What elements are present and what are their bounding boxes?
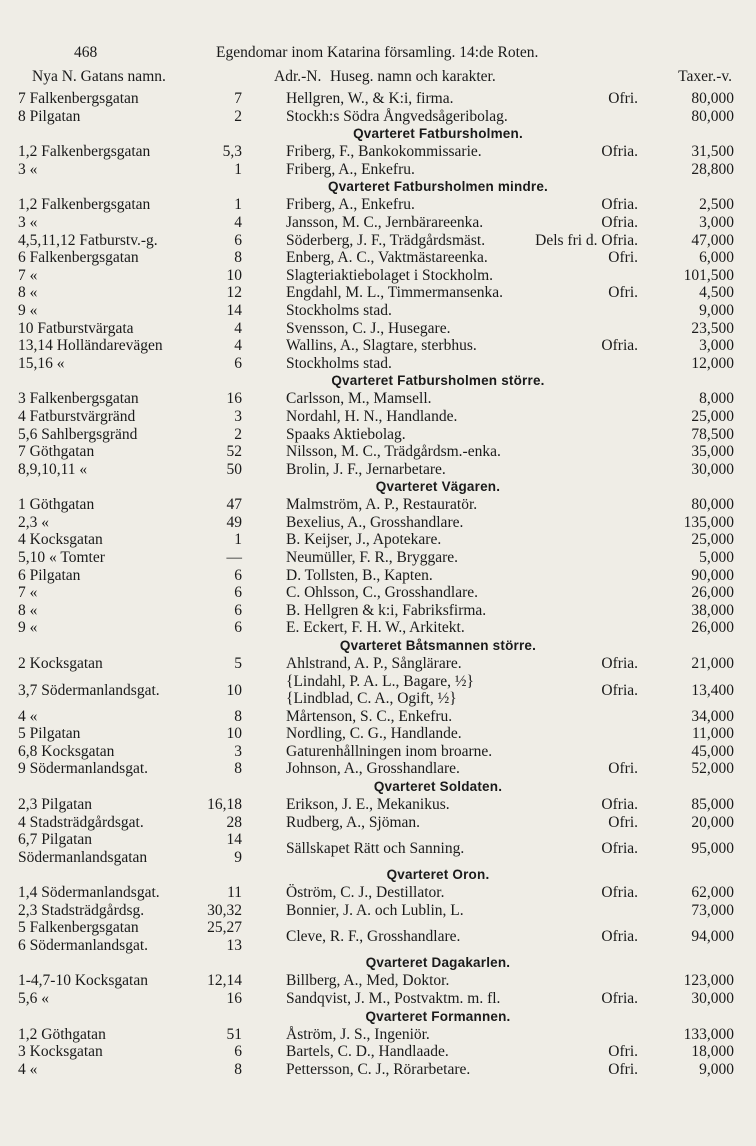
street-cell: 8,9,10,11 « xyxy=(18,460,88,478)
tax-value-cell: 52,000 xyxy=(691,760,734,778)
tax-value-cell: 62,000 xyxy=(691,884,734,902)
street-cell: 6,7 Pilgatan Södermanlandsgatan xyxy=(18,831,148,866)
exemption-note-cell: Ofria. xyxy=(601,655,638,673)
tax-value-cell: 26,000 xyxy=(691,619,734,637)
table-row xyxy=(18,161,738,179)
exemption-note-cell: Ofria. xyxy=(601,840,638,858)
street-cell: 7 « xyxy=(18,584,38,602)
tax-value-cell: 9,000 xyxy=(699,301,734,319)
street-cell: 10 Fatburstvärgata xyxy=(18,319,134,337)
street-cell: 3,7 Södermanlandsgat. xyxy=(18,681,160,699)
street-cell: 15,16 « xyxy=(18,354,65,372)
table-row xyxy=(18,972,738,990)
address-number-cell: 1 xyxy=(234,160,242,178)
table-row xyxy=(18,743,738,761)
tax-value-cell: 12,000 xyxy=(691,354,734,372)
table-row xyxy=(18,390,738,408)
owner-cell: Wallins, A., Slagtare, sterbhus. xyxy=(286,337,477,355)
street-cell: 5 Pilgatan xyxy=(18,725,81,743)
table-row xyxy=(18,232,738,250)
section-title: Qvarteret Dagakarlen. xyxy=(365,955,511,971)
street-cell: 5,6 Sahlbergsgränd xyxy=(18,425,138,443)
owner-cell: Öström, C. J., Destillator. xyxy=(286,884,445,902)
tax-value-cell: 25,000 xyxy=(691,407,734,425)
address-number-cell: 6 xyxy=(234,354,242,372)
table-row xyxy=(18,884,738,902)
street-cell: 7 Falkenbergsgatan xyxy=(18,90,139,107)
table-row xyxy=(18,549,738,567)
address-number-cell: 5 xyxy=(234,655,242,673)
street-cell: 3 Kocksgatan xyxy=(18,1043,103,1061)
address-number-cell: 3 xyxy=(234,407,242,425)
owner-cell: Sandqvist, J. M., Postvaktm. m. fl. xyxy=(286,989,501,1007)
tax-value-cell: 11,000 xyxy=(691,725,734,743)
owner-cell: Friberg, A., Enkefru. xyxy=(286,160,415,178)
owner-cell: Nilsson, M. C., Trädgårdsm.-enka. xyxy=(286,443,501,461)
owner-cell: Cleve, R. F., Grosshandlare. xyxy=(286,928,461,946)
street-cell: 6 Pilgatan xyxy=(18,566,81,584)
address-number-cell: 8 xyxy=(234,707,242,725)
section-title: Qvarteret Båtsmannen större. xyxy=(339,638,537,654)
tax-value-cell: 3,000 xyxy=(699,213,734,231)
exemption-note-cell: Ofri. xyxy=(608,1043,638,1061)
street-cell: 8 « xyxy=(18,601,38,619)
street-cell: 8 Pilgatan xyxy=(18,107,81,125)
table-row xyxy=(18,1043,738,1061)
owner-cell: Malmström, A. P., Restauratör. xyxy=(286,496,478,514)
tax-value-cell: 85,000 xyxy=(691,796,734,813)
address-number-cell: 16 xyxy=(226,989,242,1007)
owner-cell: C. Ohlsson, C., Grosshandlare. xyxy=(286,584,479,602)
table-row xyxy=(18,408,738,426)
address-number-cell: 47 xyxy=(226,496,242,514)
tax-value-cell: 38,000 xyxy=(691,601,734,619)
street-cell: 9 « xyxy=(18,301,38,319)
column-headers xyxy=(18,68,738,90)
address-number-cell: 25,27 13 xyxy=(207,919,242,954)
tax-value-cell: 35,000 xyxy=(691,443,734,461)
owner-cell: Slagteriaktiebolaget i Stockholm. xyxy=(286,266,494,284)
address-number-cell: 4 xyxy=(234,337,242,355)
owner-cell: Stockholms stad. xyxy=(286,354,392,372)
street-cell: 3 Falkenbergsgatan xyxy=(18,390,139,408)
tax-value-cell: 47,000 xyxy=(691,231,734,249)
street-cell: 2,3 Stadsträdgårdsg. xyxy=(18,901,145,919)
tax-value-cell: 30,000 xyxy=(691,989,734,1007)
tax-value-cell: 4,500 xyxy=(699,284,734,302)
street-cell: 4 « xyxy=(18,707,38,725)
table-row xyxy=(18,814,738,832)
table-row xyxy=(18,902,738,920)
tax-value-cell: 25,000 xyxy=(691,531,734,549)
table-row xyxy=(18,496,738,514)
table-row xyxy=(18,267,738,285)
street-cell: 2,3 Pilgatan xyxy=(18,796,93,813)
owner-cell: B. Hellgren & k:i, Fabriksfirma. xyxy=(286,601,487,619)
street-cell: 3 « xyxy=(18,160,38,178)
address-number-cell: 6 xyxy=(234,619,242,637)
tax-value-cell: 21,000 xyxy=(691,655,734,673)
address-number-cell: 16,18 xyxy=(207,796,242,813)
table-row xyxy=(18,725,738,743)
street-cell: 6,8 Kocksgatan xyxy=(18,742,115,760)
exemption-note-cell: Ofria. xyxy=(601,681,638,699)
section-title: Qvarteret Vägaren. xyxy=(375,479,501,495)
owner-cell: Pettersson, C. J., Rörarbetare. xyxy=(286,1060,471,1078)
owner-cell: Billberg, A., Med, Doktor. xyxy=(286,972,450,990)
street-cell: 2,3 « xyxy=(18,513,49,531)
tax-value-cell: 80,000 xyxy=(691,107,734,125)
address-number-cell: 8 xyxy=(234,1060,242,1078)
exemption-note-cell: Ofria. xyxy=(601,143,638,161)
owner-cell: Bexelius, A., Grosshandlare. xyxy=(286,513,464,531)
street-cell: 1,2 Göthgatan xyxy=(18,1025,106,1043)
owner-cell: Hellgren, W., & K:i, firma. xyxy=(286,90,454,107)
address-number-cell: 51 xyxy=(226,1025,242,1043)
owner-cell: Rudberg, A., Sjöman. xyxy=(286,813,421,831)
street-cell: 4 Kocksgatan xyxy=(18,531,103,549)
leading-entries xyxy=(18,90,738,125)
table-row xyxy=(18,90,738,108)
address-number-cell: 30,32 xyxy=(207,901,242,919)
tax-value-cell: 133,000 xyxy=(683,1025,734,1043)
address-number-cell: 5,3 xyxy=(222,143,242,161)
tax-value-cell: 80,000 xyxy=(691,496,734,514)
tax-value-cell: 80,000 xyxy=(691,90,734,107)
address-number-cell: 4 xyxy=(234,213,242,231)
table-row xyxy=(18,708,738,726)
owner-cell: Enberg, A. C., Vaktmästareenka. xyxy=(286,249,488,267)
exemption-note-cell: Ofria. xyxy=(601,989,638,1007)
column-header-street: Nya N. Gatans namn. xyxy=(32,68,166,85)
street-cell: 7 Göthgatan xyxy=(18,443,95,461)
owner-cell: Neumüller, F. R., Bryggare. xyxy=(286,549,459,567)
address-number-cell: 50 xyxy=(226,460,242,478)
owner-cell: Friberg, A., Enkefru. xyxy=(286,196,415,214)
address-number-cell: 6 xyxy=(234,584,242,602)
tax-value-cell: 26,000 xyxy=(691,584,734,602)
tax-value-cell: 28,800 xyxy=(691,160,734,178)
tax-value-cell: 31,500 xyxy=(691,143,734,161)
table-row xyxy=(18,196,738,214)
tax-value-cell: 18,000 xyxy=(691,1043,734,1061)
owner-cell: Carlsson, M., Mamsell. xyxy=(286,390,432,408)
table-row xyxy=(18,443,738,461)
table-row xyxy=(18,919,738,954)
table-row xyxy=(18,602,738,620)
table-row xyxy=(18,108,738,126)
tax-value-cell: 3,000 xyxy=(699,337,734,355)
tax-value-cell: 23,500 xyxy=(691,319,734,337)
address-number-cell: 6 xyxy=(234,566,242,584)
owner-cell: Erikson, J. E., Mekanikus. xyxy=(286,796,450,813)
table-row xyxy=(18,531,738,549)
owner-cell: {Lindahl, P. A. L., Bagare, ½} {Lindblad, C. A., Ogift, ½} xyxy=(286,672,474,708)
owner-cell: Söderberg, J. F., Trädgårdsmäst. xyxy=(286,231,486,249)
address-number-cell: 2 xyxy=(234,107,242,125)
street-cell: 7 « xyxy=(18,266,38,284)
table-row xyxy=(18,284,738,302)
table-row xyxy=(18,796,738,814)
address-number-cell: 16 xyxy=(226,390,242,408)
page-title: Egendomar inom Katarina församling. 14:de Roten. xyxy=(216,44,539,61)
owner-cell: Sällskapet Rätt och Sanning. xyxy=(286,840,465,858)
owner-cell: Svensson, C. J., Husegare. xyxy=(286,319,451,337)
owner-cell: D. Tollsten, B., Kapten. xyxy=(286,566,433,584)
section-title: Qvarteret Formannen. xyxy=(365,1008,511,1024)
street-cell: 4,5,11,12 Fatburstv.-g. xyxy=(18,231,158,249)
exemption-note-cell: Ofri. xyxy=(608,284,638,302)
tax-value-cell: 123,000 xyxy=(683,972,734,990)
address-number-cell: 7 xyxy=(234,90,242,107)
street-cell: 6 Falkenbergsgatan xyxy=(18,249,139,267)
section-title: Qvarteret Oron. xyxy=(386,867,490,883)
street-cell: 1-4,7-10 Kocksgatan xyxy=(18,972,148,990)
address-number-cell: 1 xyxy=(234,196,242,214)
address-number-cell: 11 xyxy=(227,884,242,902)
owner-cell: Gaturenhållningen inom broarne. xyxy=(286,742,493,760)
table-row xyxy=(18,584,738,602)
street-cell: 1,2 Falkenbergsgatan xyxy=(18,143,151,161)
street-cell: 1,4 Södermanlandsgat. xyxy=(18,884,160,902)
street-cell: 9 « xyxy=(18,619,38,637)
exemption-note-cell: Ofria. xyxy=(601,196,638,214)
tax-value-cell: 94,000 xyxy=(691,928,734,946)
address-number-cell: 8 xyxy=(234,249,242,267)
address-number-cell: 10 xyxy=(226,725,242,743)
section-title: Qvarteret Fatbursholmen mindre. xyxy=(328,179,548,195)
exemption-note-cell: Ofria. xyxy=(601,884,638,902)
address-number-cell: — xyxy=(226,549,242,567)
table-row xyxy=(18,831,738,866)
section-title: Qvarteret Fatbursholmen större. xyxy=(331,373,545,389)
tax-value-cell: 78,500 xyxy=(691,425,734,443)
street-cell: 5 Falkenbergsgatan 6 Södermanlandsgat. xyxy=(18,919,149,954)
address-number-cell: 49 xyxy=(226,513,242,531)
address-number-cell: 52 xyxy=(226,443,242,461)
tax-value-cell: 95,000 xyxy=(691,840,734,858)
address-number-cell: 1 xyxy=(234,531,242,549)
address-number-cell: 3 xyxy=(234,742,242,760)
tax-value-cell: 20,000 xyxy=(691,813,734,831)
table-row xyxy=(18,514,738,532)
address-number-cell: 14 9 xyxy=(226,831,242,866)
owner-cell: Stockholms stad. xyxy=(286,301,392,319)
exemption-note-cell: Ofri. xyxy=(608,813,638,831)
table-row xyxy=(18,249,738,267)
section-title: Qvarteret Soldaten. xyxy=(373,779,503,794)
owner-cell: Johnson, A., Grosshandlare. xyxy=(286,760,460,778)
table-row xyxy=(18,655,738,673)
tax-value-cell: 30,000 xyxy=(691,460,734,478)
exemption-note-cell: Ofri. xyxy=(608,90,638,107)
owner-cell: Engdahl, M. L., Timmermansenka. xyxy=(286,284,503,302)
street-cell: 2 Kocksgatan xyxy=(18,655,103,673)
table-row xyxy=(18,760,738,778)
street-cell: 4 « xyxy=(18,1060,38,1078)
table-row xyxy=(18,355,738,373)
owner-cell: Friberg, F., Bankokommissarie. xyxy=(286,143,482,161)
owner-cell: Spaaks Aktiebolag. xyxy=(286,425,406,443)
table-row xyxy=(18,567,738,585)
address-number-cell: 14 xyxy=(226,301,242,319)
table-row xyxy=(18,461,738,479)
tax-value-cell: 13,400 xyxy=(691,681,734,699)
address-number-cell: 10 xyxy=(226,266,242,284)
table-row xyxy=(18,214,738,232)
tax-value-cell: 45,000 xyxy=(691,742,734,760)
owner-cell: Mårtenson, S. C., Enkefru. xyxy=(286,707,453,725)
street-cell: 8 « xyxy=(18,284,38,302)
tax-value-cell: 2,500 xyxy=(699,196,734,214)
page-header xyxy=(18,44,738,68)
address-number-cell: 2 xyxy=(234,425,242,443)
table-row xyxy=(18,143,738,161)
exemption-note-cell: Ofria. xyxy=(601,796,638,813)
address-number-cell: 4 xyxy=(234,319,242,337)
address-number-cell: 12 xyxy=(226,284,242,302)
street-cell: 4 Stadsträdgårdsgat. xyxy=(18,813,144,831)
street-cell: 3 « xyxy=(18,213,38,231)
address-number-cell: 6 xyxy=(234,1043,242,1061)
register-sections xyxy=(18,125,738,1078)
street-cell: 1 Göthgatan xyxy=(18,496,95,514)
owner-cell: Bonnier, J. A. och Lublin, L. xyxy=(286,901,464,919)
tax-value-cell: 6,000 xyxy=(699,249,734,267)
owner-cell: Stockh:s Södra Ångvedsågeribolag. xyxy=(286,107,508,125)
street-cell: 13,14 Holländarevägen xyxy=(18,337,163,355)
table-row xyxy=(18,673,738,708)
column-header-owner: Huseg. namn och karakter. xyxy=(330,68,496,85)
street-cell: 1,2 Falkenbergsgatan xyxy=(18,196,151,214)
street-cell: 5,6 « xyxy=(18,989,49,1007)
address-number-cell: 12,14 xyxy=(207,972,242,990)
section-title: Qvarteret Fatbursholmen. xyxy=(353,126,523,142)
owner-cell: E. Eckert, F. H. W., Arkitekt. xyxy=(286,619,465,637)
exemption-note-cell: Ofri. xyxy=(608,760,638,778)
exemption-note-cell: Ofri. xyxy=(608,249,638,267)
table-row xyxy=(18,426,738,444)
address-number-cell: 6 xyxy=(234,601,242,619)
page-number: 468 xyxy=(74,44,98,61)
tax-value-cell: 8,000 xyxy=(699,390,734,408)
exemption-note-cell: Ofria. xyxy=(601,928,638,946)
address-number-cell: 10 xyxy=(226,681,242,699)
table-row xyxy=(18,1061,738,1079)
owner-cell: Bartels, C. D., Handlaade. xyxy=(286,1043,449,1061)
table-row xyxy=(18,337,738,355)
tax-value-cell: 34,000 xyxy=(691,707,734,725)
table-row xyxy=(18,619,738,637)
table-row xyxy=(18,990,738,1008)
table-row xyxy=(18,320,738,338)
street-cell: 5,10 « Tomter xyxy=(18,549,105,567)
owner-cell: B. Keijser, J., Apotekare. xyxy=(286,531,442,549)
address-number-cell: 6 xyxy=(234,231,242,249)
exemption-note-cell: Dels fri d. Ofria. xyxy=(535,231,638,249)
street-cell: 9 Södermanlandsgat. xyxy=(18,760,149,778)
address-number-cell: 8 xyxy=(234,760,242,778)
owner-cell: Nordling, C. G., Handlande. xyxy=(286,725,462,743)
exemption-note-cell: Ofri. xyxy=(608,1060,638,1078)
tax-value-cell: 101,500 xyxy=(683,266,734,284)
tax-value-cell: 9,000 xyxy=(699,1060,734,1078)
exemption-note-cell: Ofria. xyxy=(601,213,638,231)
owner-cell: Ahlstrand, A. P., Sånglärare. xyxy=(286,655,462,673)
street-cell: 4 Fatburstvärgränd xyxy=(18,407,136,425)
exemption-note-cell: Ofria. xyxy=(601,337,638,355)
tax-value-cell: 73,000 xyxy=(691,901,734,919)
column-header-tax-value: Taxer.-v. xyxy=(678,68,732,85)
owner-cell: Jansson, M. C., Jernbärareenka. xyxy=(286,213,484,231)
table-row xyxy=(18,302,738,320)
tax-value-cell: 90,000 xyxy=(691,566,734,584)
owner-cell: Nordahl, H. N., Handlande. xyxy=(286,407,458,425)
owner-cell: Åström, J. S., Ingeniör. xyxy=(286,1025,430,1043)
tax-value-cell: 135,000 xyxy=(683,513,734,531)
column-header-address-number: Adr.-N. xyxy=(274,68,322,85)
owner-cell: Brolin, J. F., Jernarbetare. xyxy=(286,460,446,478)
address-number-cell: 28 xyxy=(226,813,242,831)
tax-value-cell: 5,000 xyxy=(699,549,734,567)
table-row xyxy=(18,1026,738,1044)
